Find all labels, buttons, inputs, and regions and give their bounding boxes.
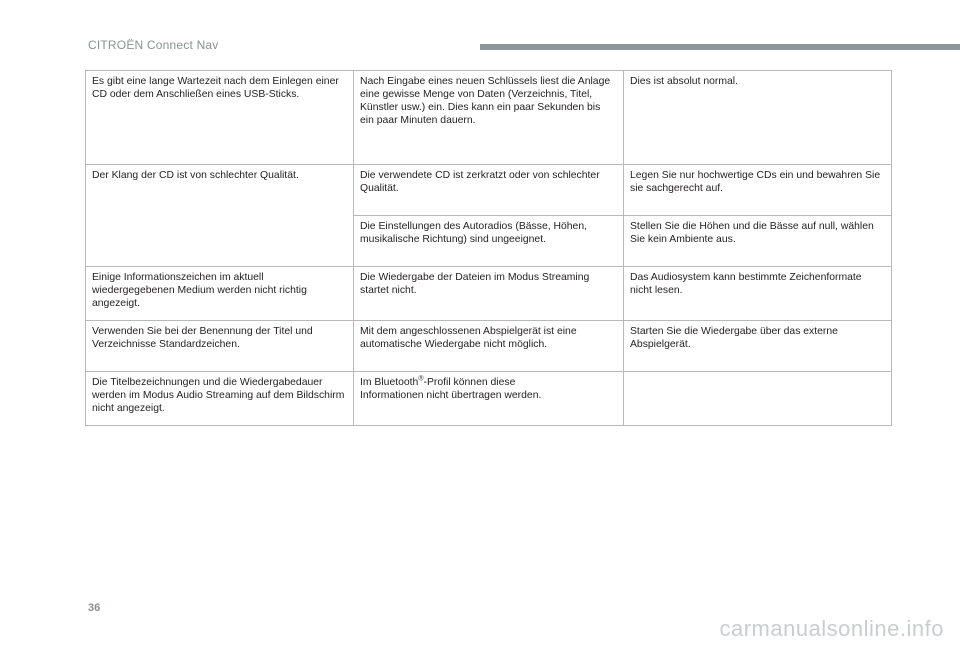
cause-text-prefix: Im Bluetooth: [360, 377, 419, 388]
cause-cell: [354, 372, 624, 426]
header-bar: [480, 44, 960, 50]
watermark: carmanualsonline.info: [719, 616, 944, 641]
solution-cell: [624, 372, 892, 426]
cause-text-suffix: -Profil können diese: [423, 377, 516, 388]
cause-cell: Die Einstellungen des Autoradios (Bässe, Höhen, musikalische Richtung) sind ungeeignet.: [354, 216, 624, 267]
solution-cell: Das Audiosystem kann bestimmte Zeichenformate nicht lesen.: [624, 267, 892, 321]
cause-cell: Die Wiedergabe der Dateien im Modus Streaming startet nicht.: [354, 267, 624, 321]
registered-mark: ®: [418, 375, 424, 383]
table-row: [86, 71, 892, 165]
question-cell: Die Titelbezeichnungen und die Wiedergabedauer werden im Modus Audio Streaming auf dem Bildschirm nicht angezeigt.: [86, 372, 354, 426]
cause-text-line2: Informationen nicht übertragen werden.: [360, 390, 542, 401]
cause-cell: Die verwendete CD ist zerkratzt oder von schlechter Qualität.: [354, 165, 624, 216]
table-row: [86, 321, 892, 372]
solution-cell: Starten Sie die Wiedergabe über das externe Abspielgerät.: [624, 321, 892, 372]
troubleshooting-table: [85, 70, 892, 426]
question-cell: Einige Informationszeichen im aktuell wiedergegebenen Medium werden nicht richtig angezeigt.: [86, 267, 354, 321]
question-cell: Verwenden Sie bei der Benennung der Titel und Verzeichnisse Standardzeichen.: [86, 321, 354, 372]
question-cell: Es gibt eine lange Wartezeit nach dem Einlegen einer CD oder dem Anschließen eines USB-Sticks.: [86, 71, 354, 165]
cause-cell: Mit dem angeschlossenen Abspielgerät ist eine automatische Wiedergabe nicht möglich.: [354, 321, 624, 372]
running-header-title: CITROËN Connect Nav: [88, 38, 219, 52]
solution-cell: Legen Sie nur hochwertige CDs ein und bewahren Sie sie sachgerecht auf.: [624, 165, 892, 216]
table-row: [86, 372, 892, 426]
question-cell: Der Klang der CD ist von schlechter Qualität.: [86, 165, 354, 267]
table-row: [86, 165, 892, 216]
solution-cell: Stellen Sie die Höhen und die Bässe auf null, wählen Sie kein Ambiente aus.: [624, 216, 892, 267]
cause-cell: Nach Eingabe eines neuen Schlüssels liest die Anlage eine gewisse Menge von Daten (Verzeichnis, Titel, Künstler usw.) ein. Dies kann ein paar Sekunden bis ein paar Minuten dauern.: [354, 71, 624, 165]
solution-cell: Dies ist absolut normal.: [624, 71, 892, 165]
table-row: [86, 267, 892, 321]
page-number: 36: [88, 602, 101, 614]
